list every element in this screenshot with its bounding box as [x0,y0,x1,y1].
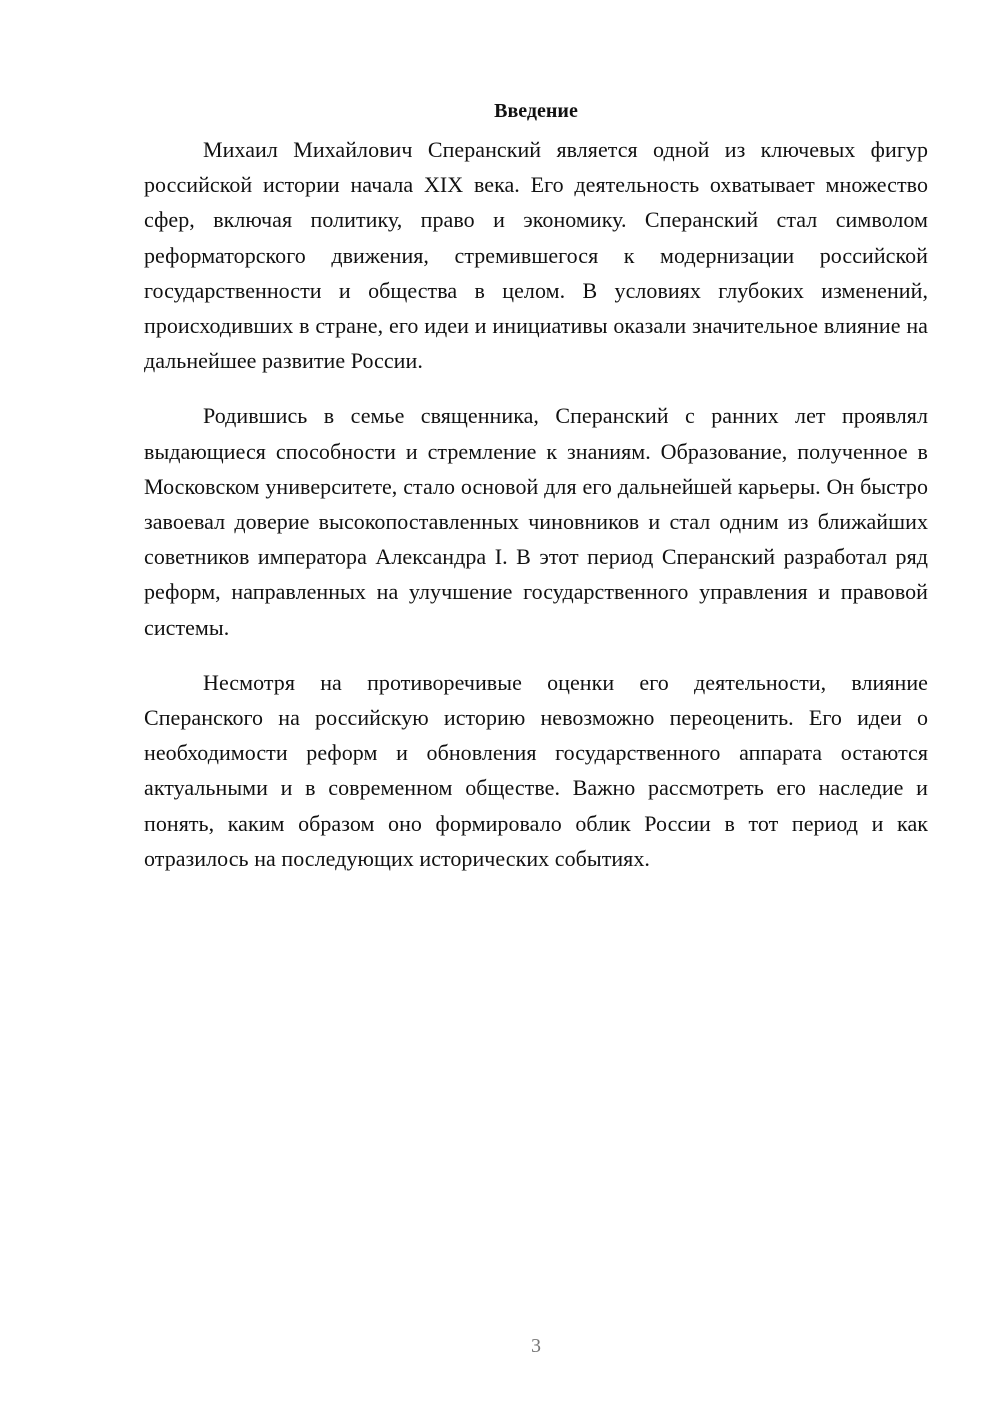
paragraph-3: Несмотря на противоречивые оценки его деятельности, влияние Сперанского на российскую историю невозможно переоценить. Его идеи о необходимости реформ и обновления государственного аппарата остаются актуальными и в современном обществе. Важно рассмотреть его наследие и понять, каким образом оно формировало облик России в тот период и как отразилось на последующих исторических событиях. [144,669,928,871]
section-title: Введение [494,100,578,122]
paragraph-1: Михаил Михайлович Сперанский является одной из ключевых фигур российской истории начала XIX века. Его деятельность охватывает множество сфер, включая политику, право и экономику. Сперанский стал символом реформаторского движения, стремившегося к модернизации российской государственности и общества в целом. В условиях глубоких изменений, происходивших в стране, его идеи и инициативы оказали значительное влияние на дальнейшее развитие России. [144,137,928,374]
paragraph-2: Родившись в семье священника, Сперанский с ранних лет проявлял выдающиеся способности и стремление к знаниям. Образование, полученное в Московском университете, стало основой для его дальнейшей карьеры. Он быстро завоевал доверие высокопоставленных чиновников и стал одним из ближайших советников императора Александра I. В этот период Сперанский разработал ряд реформ, направленных на улучшение государственного управления и правовой системы. [144,403,928,640]
page-content [144,96,928,896]
page-number: 3 [531,1335,541,1357]
